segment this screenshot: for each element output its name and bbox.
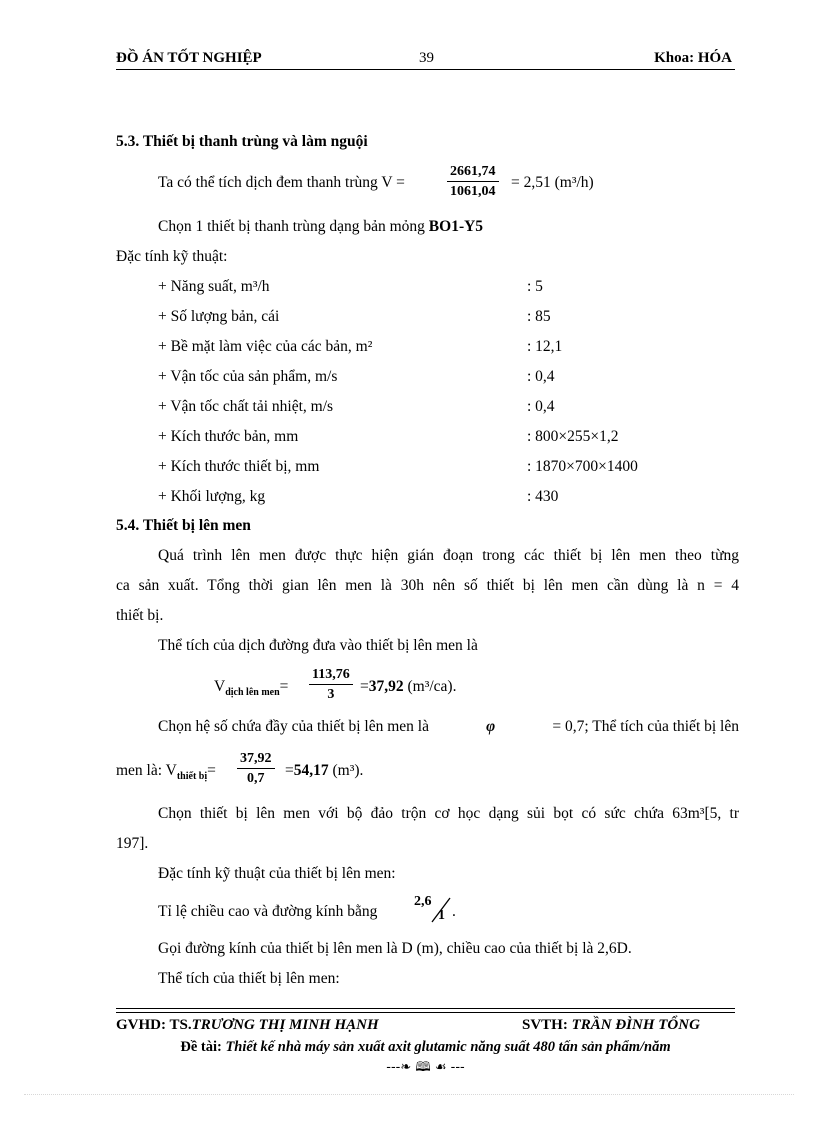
vd-denominator: 3	[327, 687, 335, 702]
tb-denominator: 0,7	[247, 771, 265, 786]
svth-label: SVTH:	[522, 1017, 568, 1033]
vd-fraction	[309, 666, 353, 704]
vd-result: 37,92	[368, 678, 404, 695]
volume-denominator: 1061,04	[450, 184, 496, 199]
spec-label: + Vận tốc chất tải nhiệt, m/s	[158, 398, 334, 415]
ratio-numerator: 2,6	[414, 894, 432, 909]
spec-label: + Bề mặt làm việc của các bản, m²	[158, 338, 373, 355]
vd-result-line: =37,92 (m³/ca).	[360, 678, 457, 695]
spec-label: + Kích thước bản, mm	[158, 428, 299, 445]
spec-value: : 5	[527, 278, 543, 295]
tb-result-line: =54,17 (m³).	[285, 762, 364, 779]
spec-label: + Vận tốc của sản phẩm, m/s	[158, 368, 338, 385]
tb-unit: (m³).	[332, 762, 364, 779]
paragraph-line: Quá trình lên men được thực hiện gián đoạn trong các thiết bị lên men theo từng	[158, 547, 739, 564]
spec-value: : 1870×700×1400	[527, 458, 638, 475]
ratio-text: Tỉ lệ chiều cao và đường kính bằng	[158, 903, 378, 920]
tb-equals: =	[207, 762, 216, 779]
page-edge-dots	[24, 1094, 794, 1095]
fill-line: Chọn hệ số chứa đầy của thiết bị lên men là φ = 0,7; Thể tích của thiết bị lên	[158, 718, 739, 735]
tb-fraction	[237, 750, 275, 788]
choose-line	[158, 218, 483, 236]
tb-subscript: thiết bị	[176, 771, 208, 783]
spec-value: : 800×255×1,2	[527, 428, 619, 445]
volume-numerator: 2661,74	[447, 163, 499, 182]
phi-symbol: φ	[486, 718, 496, 735]
gvhd-prefix: TS.	[169, 1017, 192, 1033]
header-rule	[116, 69, 735, 70]
section-5-3-title: 5.3. Thiết bị thanh trùng và làm nguội	[116, 133, 368, 150]
section-5-4-title: 5.4. Thiết bị lên men	[116, 517, 251, 534]
diameter-line: Gọi đường kính của thiết bị lên men là D (m), chiều cao của thiết bị là 2,6D.	[158, 940, 632, 957]
spec-value: : 12,1	[527, 338, 563, 355]
topic-line	[116, 1039, 735, 1056]
choose-model: BO1-Y5	[428, 218, 484, 235]
spec-label: + Năng suất, m³/h	[158, 278, 270, 295]
svth-line	[522, 1017, 700, 1034]
ratio-denominator: 1	[438, 908, 445, 923]
footer-ornament: ---❧ 🕮 ☙ ---	[386, 1060, 465, 1075]
topic-label: Đề tài:	[180, 1039, 222, 1055]
spec-label: + Kích thước thiết bị, mm	[158, 458, 320, 475]
tb-result: 54,17	[293, 762, 329, 779]
spec-value: : 85	[527, 308, 551, 325]
volume-line: Thể tích của thiết bị lên men:	[158, 970, 340, 987]
spec-label: + Khối lượng, kg	[158, 488, 266, 505]
spec-label: + Số lượng bản, cái	[158, 308, 280, 325]
footer-rule-bottom	[116, 1012, 735, 1013]
paragraph-line: thiết bị.	[116, 607, 164, 624]
tb-numerator: 37,92	[237, 750, 275, 769]
spec-value: : 430	[527, 488, 559, 505]
gvhd-line	[116, 1017, 379, 1034]
footer-rule-top	[116, 1008, 735, 1009]
paragraph-line: Chọn thiết bị lên men với bộ đảo trộn cơ học dạng sủi bọt có sức chứa 63m³[5, tr	[158, 805, 739, 822]
tb-symbol: men là: $V_{thiết bị}=$	[116, 762, 216, 783]
header-right: Khoa: HÓA	[654, 50, 732, 66]
vd-equals: =	[279, 678, 289, 695]
topic-text: Thiết kế nhà máy sản xuất axit glutamic năng suất 480 tấn sản phẩm/năm	[225, 1039, 671, 1055]
volume-fraction	[447, 163, 499, 201]
gvhd-name: TRƯƠNG THỊ MINH HẠNH	[191, 1017, 379, 1033]
vd-subscript: dịch lên men	[225, 687, 280, 699]
page-number: 39	[419, 50, 434, 66]
svth-name: TRẦN ĐÌNH TỔNG	[571, 1017, 700, 1033]
paragraph-line: ca sản xuất. Tổng thời gian lên men là 30h nên số thiết bị lên men cần dùng là n = 4	[116, 577, 739, 594]
spec-value: : 0,4	[527, 398, 555, 415]
header-left: ĐỒ ÁN TỐT NGHIỆP	[116, 50, 262, 66]
volume-prefix: Ta có thể tích dịch đem thanh trùng V =	[158, 174, 405, 191]
volume-result: = 2,51 (m³/h)	[511, 174, 594, 191]
spec-heading: Đặc tính kỹ thuật:	[116, 248, 228, 265]
volume-intro: Thể tích của dịch đường đưa vào thiết bị lên men là	[158, 637, 478, 654]
ratio-end: .	[452, 903, 456, 920]
vd-unit: (m³/ca).	[407, 678, 457, 695]
choose-prefix: Chọn 1 thiết bị thanh trùng dạng bản mỏng	[158, 218, 425, 235]
gvhd-label: GVHD:	[116, 1017, 166, 1033]
paragraph-line: 197].	[116, 835, 149, 852]
fermenter-spec-line: Đặc tính kỹ thuật của thiết bị lên men:	[158, 865, 396, 882]
spec-value: : 0,4	[527, 368, 555, 385]
vd-numerator: 113,76	[309, 666, 353, 685]
vd-symbol: $V_{dịch lên men}=$	[214, 678, 289, 699]
